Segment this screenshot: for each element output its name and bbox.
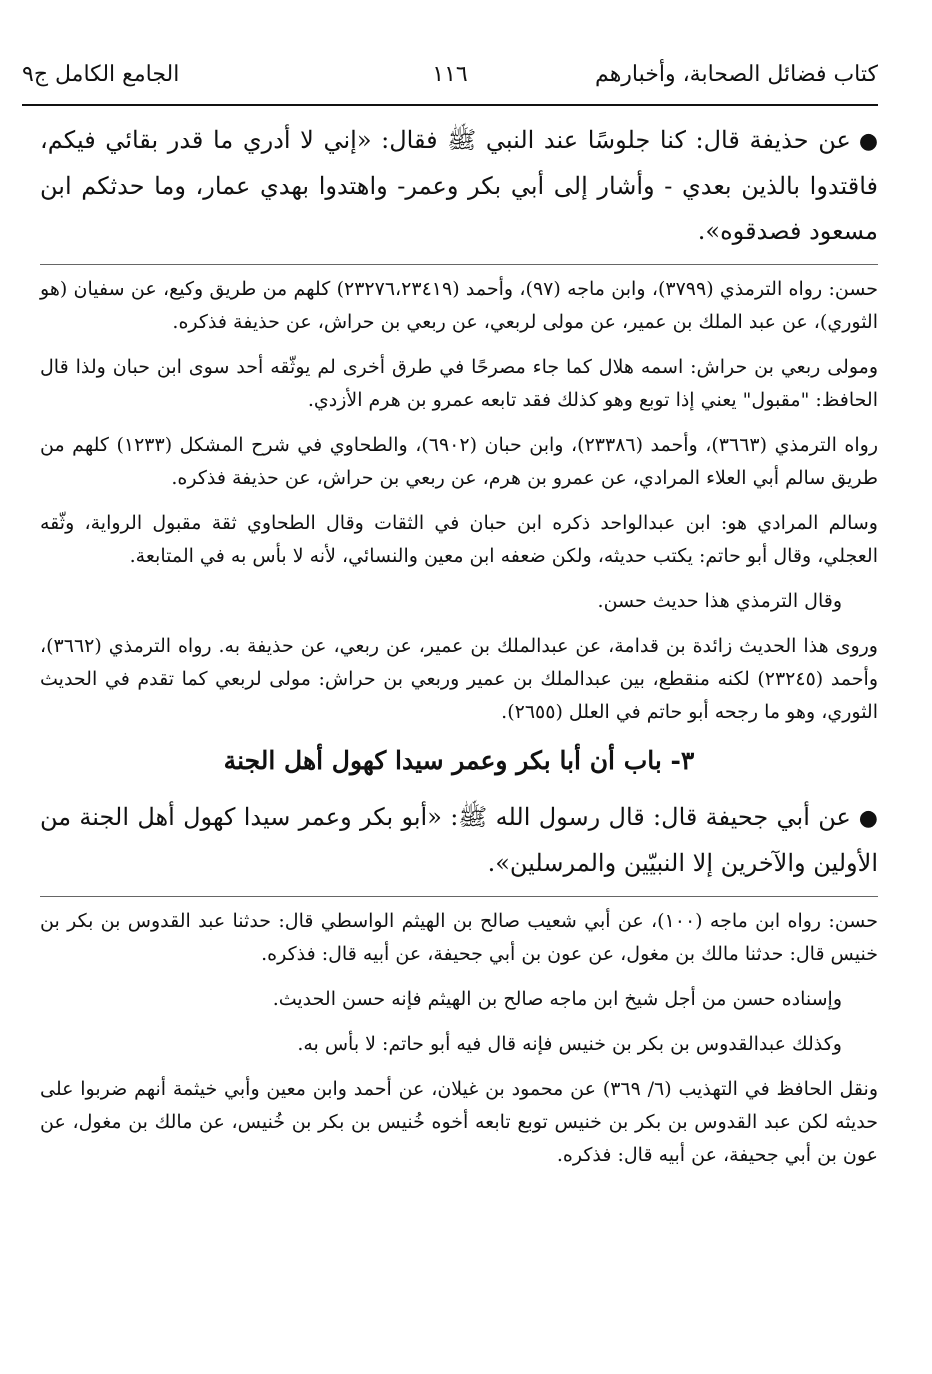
divider [40, 896, 878, 897]
bullet-icon: ● [858, 129, 879, 154]
running-title: كتاب فضائل الصحابة، وأخبارهم [595, 62, 878, 87]
page-header [22, 60, 878, 100]
commentary-paragraph: حسن: رواه ابن ماجه (١٠٠)، عن أبي شعيب صالح بن الهيثم الواسطي قال: حدثنا عبد القدوس بن بكر بن خنيس قال: حدثنا مالك بن مغول، عن عون بن أبي جحيفة، عن أبيه قال: فذكره. [40, 910, 878, 965]
commentary-paragraph: وسالم المرادي هو: ابن عبدالواحد ذكره ابن حبان في الثقات وقال الطحاوي ثقة مقبول الرواية، وثّقه العجلي، وقال أبو حاتم: يكتب حديثه، ولكن ضعفه ابن معين والنسائي، لأنه لا بأس به في المتابعة. [40, 512, 878, 567]
page-number: ١١٦ [432, 62, 468, 87]
hadith-text [40, 118, 878, 254]
commentary-paragraph: وروى هذا الحديث زائدة بن قدامة، عن عبدالملك بن عمير، عن ربعي، عن حذيفة به. رواه الترمذي (٣٦٦٢)، وأحمد (٢٣٢٤٥) لكنه منقطع، بين عبدالملك بن عمير وربعي بن حراش: مولى لربعي كما تقدم في الحديث الثوري، وهو ما رجحه أبو حاتم في العلل (٢٦٥٥). [40, 635, 878, 723]
chapter-heading: ٣- باب أن أبا بكر وعمر سيدا كهول أهل الجنة [223, 746, 695, 775]
commentary-paragraph: وإسناده حسن من أجل شيخ ابن ماجه صالح بن الهيثم فإنه حسن الحديث. [272, 988, 842, 1010]
page-body [40, 118, 878, 1184]
commentary-paragraph: ومولى ربعي بن حراش: اسمه هلال كما جاء مصرحًا في طرق أخرى لم يوثّقه أحد سوى ابن حبان ولذا قال الحافظ: "مقبول" يعني إذا توبع وهو كذلك فقد تابعه عمرو بن هرم الأزدي. [40, 356, 878, 411]
commentary-paragraph: حسن: رواه الترمذي (٣٧٩٩)، وابن ماجه (٩٧)، وأحمد (٢٣٢٧٦،٢٣٤١٩) كلهم من طريق وكيع، عن سفيان (هو الثوري)، عن عبد الملك بن عمير، عن مولى لربعي، عن ربعي بن حراش، عن حذيفة فذكره. [40, 278, 879, 333]
commentary-paragraph: وقال الترمذي هذا حديث حسن. [597, 590, 842, 612]
hadith-body: عن أبي جحيفة قال: قال رسول الله ﷺ: «أبو بكر وعمر سيدا كهول أهل الجنة من الأولين والآخرين إلا النبيّين والمرسلين». [40, 803, 878, 877]
commentary-paragraph: رواه الترمذي (٣٦٦٣)، وأحمد (٢٣٣٨٦)، وابن حبان (٦٩٠٢)، والطحاوي في شرح المشكل (١٢٣٣) كلهم من طريق سالم أبي العلاء المرادي، عن عمرو بن هرم، عن ربعي بن حراش، عن حذيفة فذكره. [40, 434, 878, 489]
commentary-paragraph: ونقل الحافظ في التهذيب (٦/ ٣٦٩) عن محمود بن غيلان، عن أحمد وابن معين وأبي خيثمة أنهم ضربوا على حديثه لكن عبد القدوس بن بكر بن خنيس توبع تابعه أخوه خُنيس بن بكر بن خُنيس، عن مالك بن مغول، عن عون بن أبي جحيفة، عن أبيه قال: فذكره. [40, 1078, 878, 1166]
volume-label: الجامع الكامل ج٩ [22, 62, 180, 87]
header-rule [22, 104, 878, 106]
hadith-body: عن حذيفة قال: كنا جلوسًا عند النبي ﷺ فقال: «إني لا أدري ما قدر بقائي فيكم، فاقتدوا بالذين بعدي - وأشار إلى أبي بكر وعمر- واهتدوا بهدي عمار، وما حدثكم ابن مسعود فصدقوه». [40, 126, 878, 245]
commentary-paragraph: وكذلك عبدالقدوس بن بكر بن خنيس فإنه قال فيه أبو حاتم: لا بأس به. [297, 1033, 842, 1055]
divider [40, 264, 878, 265]
bullet-icon: ● [858, 806, 878, 831]
hadith-text [40, 795, 878, 886]
